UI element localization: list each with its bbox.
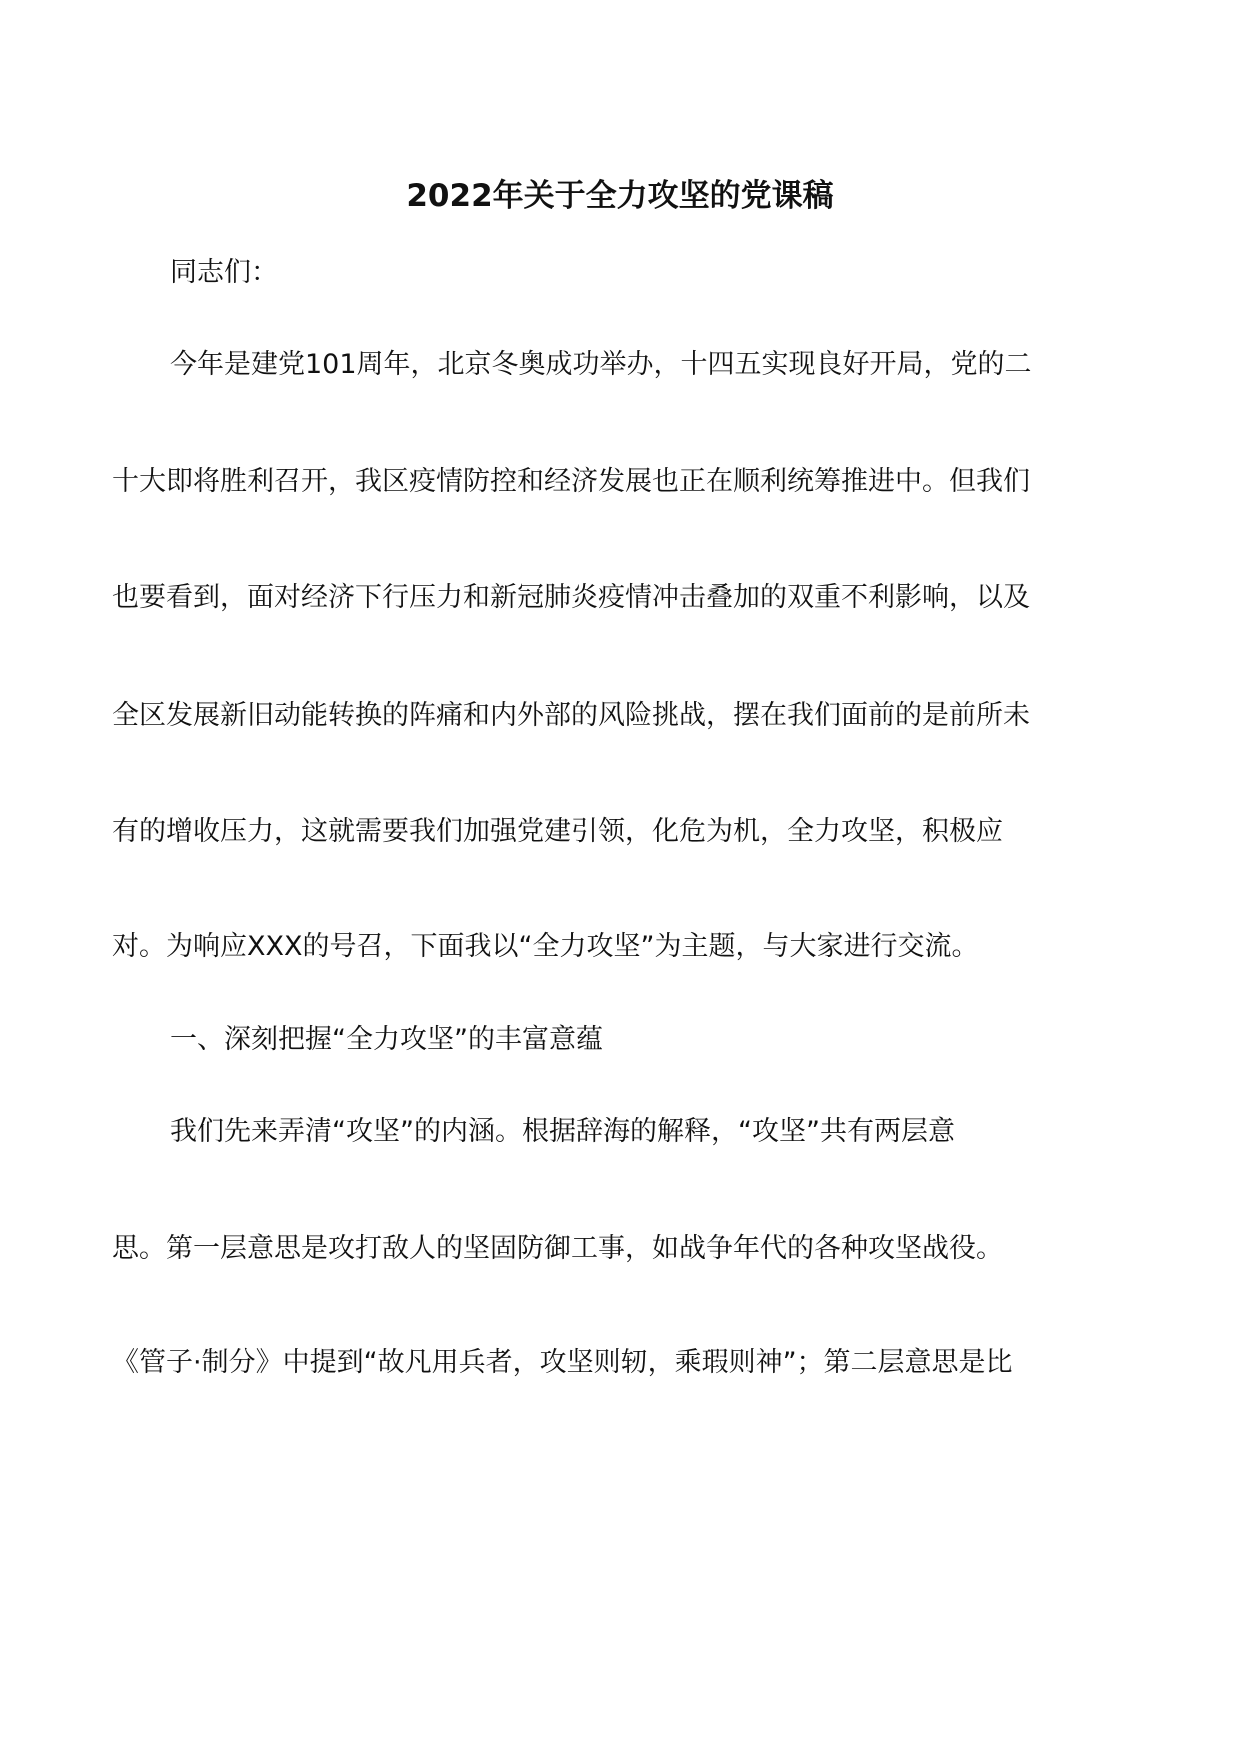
paragraph-line: 全区发展新旧动能转换的阵痛和内外部的风险挑战，摆在我们面前的是前所未 (112, 700, 1030, 731)
section-heading: 一、深刻把握“全力攻坚”的丰富意蕴 (170, 1024, 603, 1055)
paragraph-line: 《管子·制分》中提到“故凡用兵者，攻坚则轫，乘瑕则神”；第二层意思是比 (112, 1347, 1013, 1378)
paragraph-line: 我们先来弄清“攻坚”的内涵。根据辞海的解释，“攻坚”共有两层意 (170, 1116, 955, 1147)
paragraph-line: 有的增收压力，这就需要我们加强党建引领，化危为机，全力攻坚，积极应 (112, 816, 1003, 847)
paragraph-line: 思。第一层意思是攻打敌人的坚固防御工事，如战争年代的各种攻坚战役。 (112, 1233, 1003, 1264)
paragraph-line: 十大即将胜利召开，我区疫情防控和经济发展也正在顺利统筹推进中。但我们 (112, 466, 1030, 497)
paragraph-line: 今年是建党101周年，北京冬奥成功举办，十四五实现良好开局，党的二 (170, 349, 1032, 380)
document-title: 2022年关于全力攻坚的党课稿 (406, 178, 834, 214)
paragraph-line: 对。为响应XXX的号召，下面我以“全力攻坚”为主题，与大家进行交流。 (112, 931, 979, 962)
paragraph-line: 也要看到，面对经济下行压力和新冠肺炎疫情冲击叠加的双重不利影响，以及 (112, 582, 1030, 613)
salutation: 同志们： (170, 257, 278, 288)
